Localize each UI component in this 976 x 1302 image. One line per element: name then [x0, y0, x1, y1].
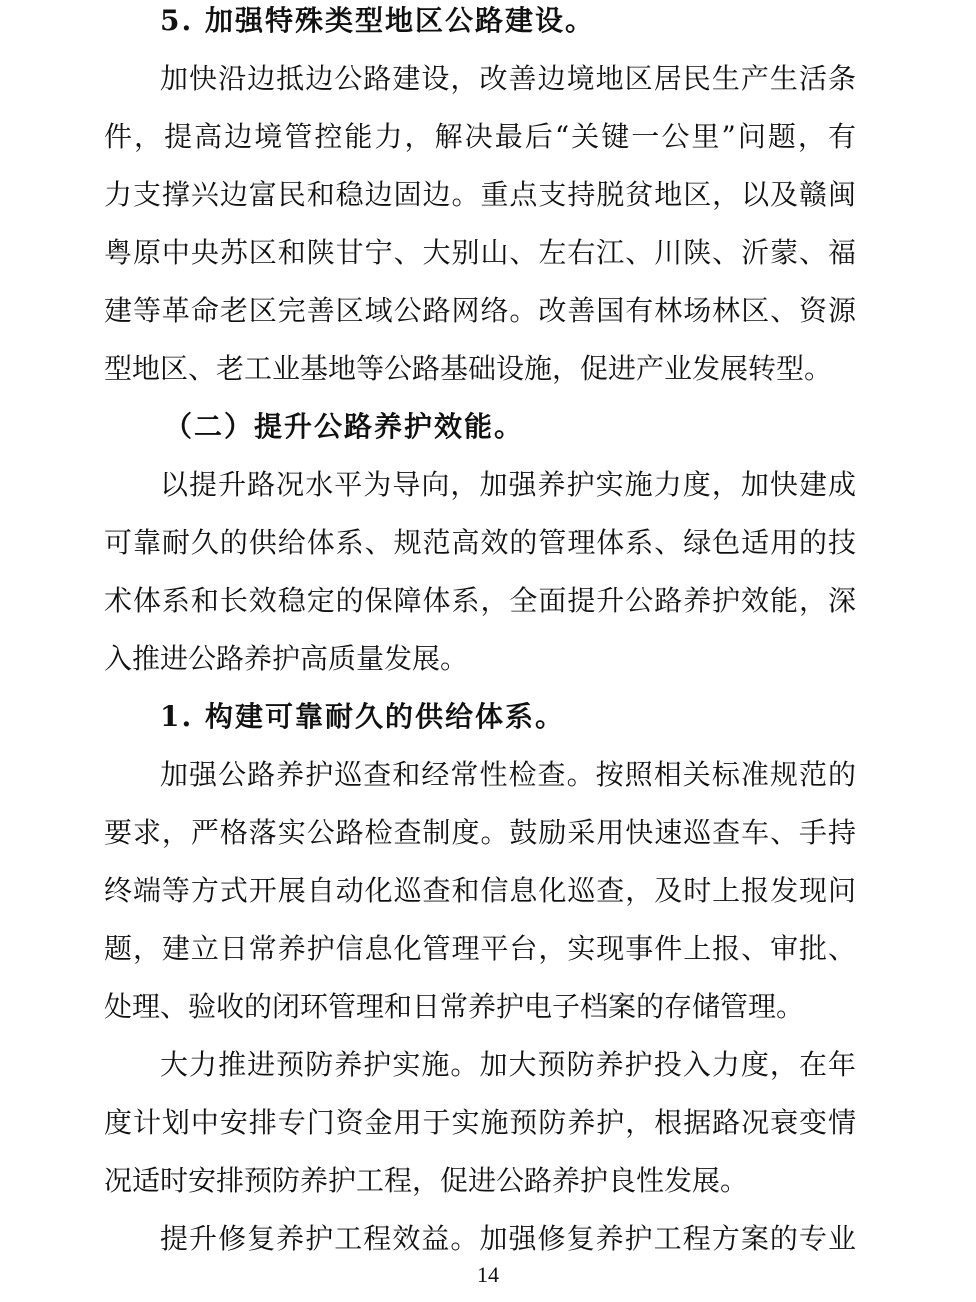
paragraph-line: 粤原中央苏区和陕甘宁、大别山、左右江、川陕、沂蒙、福 [104, 236, 856, 269]
paragraph-line: 入推进公路养护高质量发展。 [104, 642, 469, 675]
paragraph-maintenance-efficiency [104, 456, 856, 688]
paragraph-line: 以提升路况水平为导向，加强养护实施力度，加快建成 [160, 468, 856, 501]
paragraph-line: 加快沿边抵边公路建设，改善边境地区居民生产生活条 [160, 62, 856, 95]
section-heading-5: 5. 加强特殊类型地区公路建设。 [160, 4, 595, 37]
paragraph-line: 要求，严格落实公路检查制度。鼓励采用快速巡查车、手持 [104, 816, 856, 849]
section-heading-1: 1. 构建可靠耐久的供给体系。 [160, 700, 565, 733]
paragraph-line: 力支撑兴边富民和稳边固边。重点支持脱贫地区，以及赣闽 [104, 178, 856, 211]
paragraph-border-roads [104, 50, 856, 398]
paragraph-line: 况适时安排预防养护工程，促进公路养护良性发展。 [104, 1164, 749, 1197]
paragraph-line: 术体系和长效稳定的保障体系，全面提升公路养护效能，深 [104, 584, 856, 617]
paragraph-line: 可靠耐久的供给体系、规范高效的管理体系、绿色适用的技 [104, 526, 856, 559]
paragraph-line: 度计划中安排专门资金用于实施预防养护，根据路况衰变情 [104, 1106, 856, 1139]
paragraph-line: 终端等方式开展自动化巡查和信息化巡查，及时上报发现问 [104, 874, 856, 907]
paragraph-preventive-maintenance [104, 1036, 856, 1210]
section-heading-er: （二）提升公路养护效能。 [164, 410, 525, 443]
paragraph-line: 题，建立日常养护信息化管理平台，实现事件上报、审批、 [104, 932, 856, 965]
paragraph-line: 处理、验收的闭环管理和日常养护电子档案的存储管理。 [104, 990, 805, 1023]
paragraph-line: 加强公路养护巡查和经常性检查。按照相关标准规范的 [160, 758, 856, 791]
paragraph-line: 大力推进预防养护实施。加大预防养护投入力度，在年 [160, 1048, 856, 1081]
page-content [104, 0, 856, 1268]
paragraph-repair-maintenance [104, 1210, 856, 1268]
paragraph-line: 提升修复养护工程效益。加强修复养护工程方案的专业 [160, 1222, 856, 1255]
paragraph-line: 件，提高边境管控能力，解决最后“关键一公里”问题，有 [104, 120, 856, 153]
paragraph-line: 建等革命老区完善区域公路网络。改善国有林场林区、资源 [104, 294, 856, 327]
page-number: 14 [477, 1262, 499, 1287]
paragraph-inspection [104, 746, 856, 1036]
paragraph-line: 型地区、老工业基地等公路基础设施，促进产业发展转型。 [104, 352, 833, 385]
